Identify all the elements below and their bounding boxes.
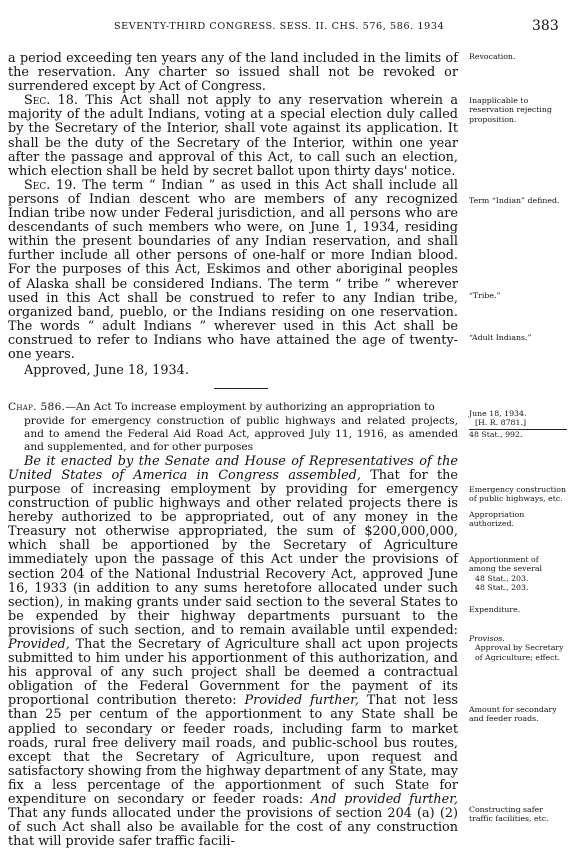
section-19-label: Sec. 19. xyxy=(24,177,77,193)
margin-cite-1: 48 Stat., 203. xyxy=(475,573,529,583)
enacting-text-a: That for the purpose of increasing employment by providing for emergency construction of public highways and other related projects there is hereby authorized to be appropriated, out of any money in the Treasury not otherwise appropriated, the sum of $200,000,000, which shall be apportioned by the Secretary of Agriculture immediately upon the passage of this Act under the provisions of section 204 of the National Industrial Recovery Act, approved June 16, 1933 (in addition to any sums heretofore allocated under such section), in making grants under said section to the several States to be expended by their highway departments pursuant to the provisions of such section, and to remain available until expended: xyxy=(8,467,458,638)
margin-note-provisos xyxy=(469,634,567,662)
margin-apportionment-text: Apportionment of among the several xyxy=(469,555,542,574)
page-header xyxy=(0,12,572,42)
main-text-column xyxy=(8,52,458,849)
margin-note-revocation: Revocation. xyxy=(469,52,516,61)
margin-note-term-indian: Term “Indian” defined. xyxy=(469,196,560,205)
margin-note-emergency: Emergency construction of public highways, etc. xyxy=(469,485,566,504)
chapter-label: Chap. 586. xyxy=(8,401,66,414)
approval-line: Approved, June 18, 1934. xyxy=(24,363,189,379)
proviso-2: Provided further, xyxy=(244,693,359,709)
margin-note-amount: Amount for secondary and feeder roads. xyxy=(469,705,557,724)
margin-note-constructing: Constructing safer traffic facilities, etc. xyxy=(469,805,549,824)
margin-statute: 48 Stat., 992. xyxy=(469,429,523,439)
section-19-text: The term “ Indian ” as used in this Act shall include all persons of Indian descent who are members of any recognized Indian tribe now under Federal jurisdiction, and all persons who are descendants of such members who were, on June 1, 1934, residing within the present boundaries of any Indian reservation, and shall further include all other persons of one-half or more Indian blood. For the purposes of this Act, Eskimos and other aboriginal peoples of Alaska shall be considered Indians. The term “ tribe ” wherever used in this Act shall be construed to refer to any Indian tribe, organized band, pueblo, or the Indians residing on one reservation. The words “ adult Indians ” wherever used in this Act shall be construed to refer to Indians who have attained the age of twenty-one years. xyxy=(8,177,458,362)
margin-bill-number: [H. R. 8781.] xyxy=(469,418,567,429)
enacting-clause: Be it enacted by the Senate and House of Representatives of the United States of America in Congress assembled, xyxy=(8,453,458,483)
margin-note-inapplicable: Inapplicable to reservation rejecting proposition. xyxy=(469,96,552,124)
chapter-heading xyxy=(8,401,458,455)
enacting-text-b: That the Secretary of Agriculture shall act upon projects submitted to him under his apportionment of this authorization, and his approval of any such project shall be deemed a contractual obligation of the Federal Government for the payment of its proportional contribution thereto: xyxy=(8,637,458,709)
margin-date: June 18, 1934. xyxy=(469,409,527,418)
margin-note-apportionment xyxy=(469,555,567,593)
chapter-title-line1: —An Act To increase employment by authorizing an appropriation to xyxy=(65,401,435,414)
proviso-3: And provided further, xyxy=(310,792,459,808)
margin-citation-block xyxy=(469,409,567,439)
margin-provisos-label: Provisos. xyxy=(469,634,505,643)
section-divider xyxy=(214,388,268,389)
paragraph-continuation: a period exceeding ten years any of the land included in the limits of the reservation. Any charter so issued shall not be revoked or surrendered except by Act of Congress. xyxy=(8,51,458,95)
margin-cite-2: 48 Stat., 203. xyxy=(475,583,529,593)
margin-note-tribe: “Tribe.” xyxy=(469,291,501,300)
running-head: SEVENTY-THIRD CONGRESS. SESS. II. CHS. 576, 586. 1934 xyxy=(114,21,445,32)
section-18-text: This Act shall not apply to any reservation wherein a majority of the adult Indians, voting at a special election duly called by the Secretary of the Interior, shall vote against its application. It shall be the duty of the Secretary of the Interior, within one year after the passage and approval of this Act, to call such an election, which election shall be held by secret ballot upon thirty days' notice. xyxy=(8,93,458,179)
enacting-paragraph xyxy=(8,455,458,850)
section-18-label: Sec. 18. xyxy=(24,93,79,109)
margin-note-adult-indians: “Adult Indians.” xyxy=(469,333,532,342)
chapter-title-rest: provide for emergency construction of public highways and related projects, and to amend the Federal Aid Road Act, approved July 11, 1916, as amended and supplemented, and for other purposes xyxy=(24,414,458,454)
margin-note-expenditure: Expenditure. xyxy=(469,605,521,614)
margin-approval: Approval by Secretary of Agriculture; effect. xyxy=(475,643,564,662)
margin-note-appropriation: Appropriation authorized. xyxy=(469,510,525,529)
page-number: 383 xyxy=(532,18,559,34)
section-19 xyxy=(8,179,458,362)
enacting-text-c: That not less than 25 per centum of the apportionment to any State shall be applied to secondary or feeder roads, including farm to market roads, rural free delivery mail roads, and public-school bus routes, except that the Secretary of Agriculture, upon request and satisfactory showing from the highway department of any State, may fix a less percentage of the apportionment of such State for expenditure on secondary or feeder roads: xyxy=(8,693,458,808)
enacting-text-d: That any funds allocated under the provisions of section 204 (a) (2) of such Act shall also be available for the cost of any construction that will provide safer traffic facili- xyxy=(8,806,458,850)
proviso-1: Provided, xyxy=(8,637,70,652)
section-18 xyxy=(8,94,458,179)
